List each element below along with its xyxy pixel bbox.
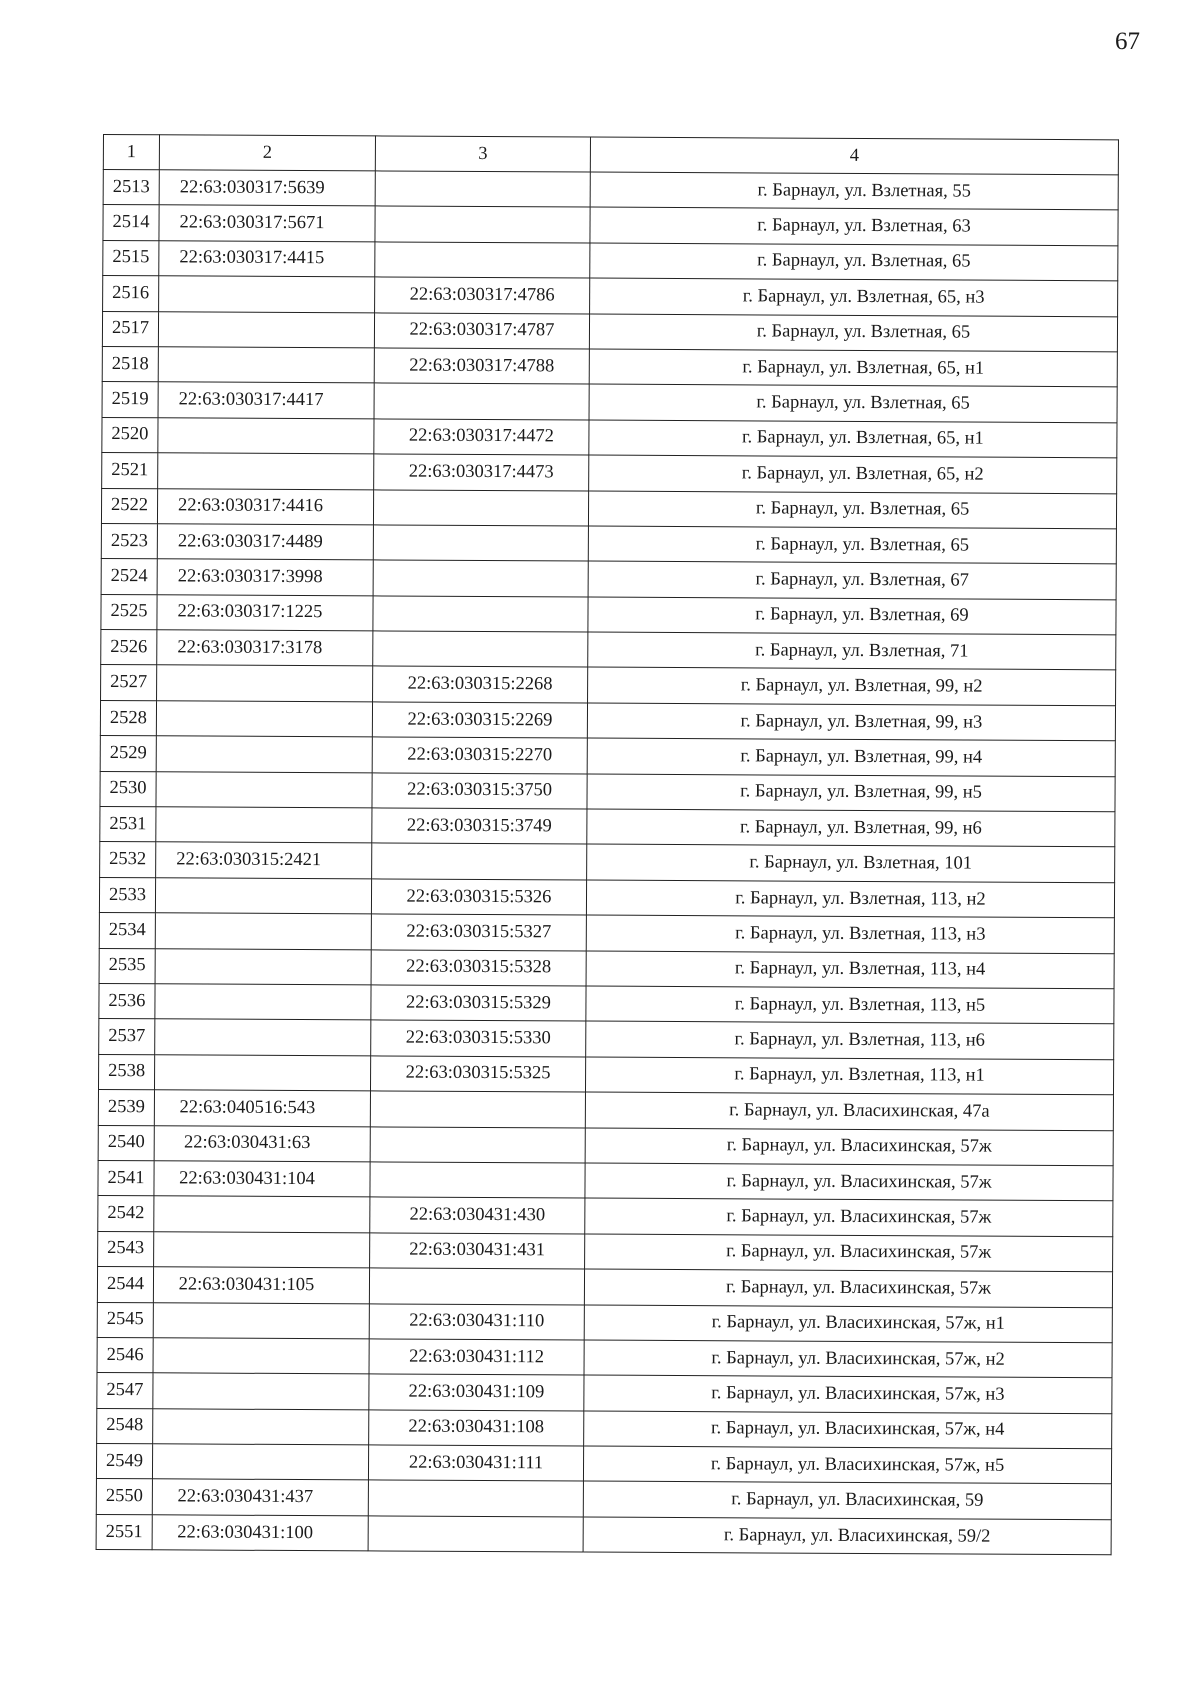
address-cell: г. Барнаул, ул. Взлетная, 99, н3 xyxy=(587,703,1115,741)
address-cell: г. Барнаул, ул. Взлетная, 63 xyxy=(590,207,1118,245)
cadastral-number-cell: 22:63:030317:3178 xyxy=(157,630,373,667)
cadastral-number-alt-cell xyxy=(373,525,588,562)
table-row xyxy=(101,559,1116,600)
row-number-cell: 2540 xyxy=(98,1125,154,1161)
cadastral-number-cell xyxy=(159,276,375,313)
table-row xyxy=(100,807,1115,848)
cadastral-number-alt-cell: 22:63:030317:4788 xyxy=(374,348,589,385)
address-cell: г. Барнаул, ул. Взлетная, 99, н4 xyxy=(587,738,1115,776)
row-number-cell: 2523 xyxy=(101,523,157,559)
cadastral-number-alt-cell xyxy=(372,843,587,880)
address-cell: г. Барнаул, ул. Взлетная, 65 xyxy=(590,243,1118,281)
page-number: 67 xyxy=(1115,28,1140,55)
cadastral-number-cell xyxy=(154,1055,370,1092)
address-cell: г. Барнаул, ул. Власихинская, 57ж xyxy=(585,1234,1113,1272)
table-row xyxy=(99,877,1114,918)
table-row xyxy=(97,1408,1112,1449)
cadastral-number-alt-cell: 22:63:030431:108 xyxy=(369,1410,584,1447)
address-cell: г. Барнаул, ул. Власихинская, 57ж xyxy=(585,1198,1113,1236)
cadastral-number-alt-cell xyxy=(373,489,588,526)
row-number-cell: 2530 xyxy=(100,771,156,807)
address-cell: г. Барнаул, ул. Взлетная, 55 xyxy=(590,172,1118,210)
address-cell: г. Барнаул, ул. Власихинская, 57ж xyxy=(585,1163,1113,1201)
address-cell: г. Барнаул, ул. Власихинская, 57ж, н2 xyxy=(584,1340,1112,1378)
cadastral-number-alt-cell xyxy=(373,560,588,597)
row-number-cell: 2526 xyxy=(101,630,157,666)
cadastral-number-alt-cell: 22:63:030317:4473 xyxy=(374,454,589,491)
cadastral-number-alt-cell: 22:63:030315:3750 xyxy=(372,773,587,810)
cadastral-number-alt-cell: 22:63:030431:112 xyxy=(369,1339,584,1376)
table-row xyxy=(96,1514,1111,1555)
row-number-cell: 2536 xyxy=(99,983,155,1019)
row-number-cell: 2513 xyxy=(103,170,159,206)
address-cell: г. Барнаул, ул. Власихинская, 57ж, н1 xyxy=(584,1305,1112,1343)
table-row xyxy=(103,170,1118,211)
cadastral-number-alt-cell: 22:63:030431:111 xyxy=(368,1445,583,1482)
row-number-cell: 2533 xyxy=(99,877,155,913)
cadastral-number-cell xyxy=(155,878,371,915)
row-number-cell: 2528 xyxy=(100,700,156,736)
cadastral-number-alt-cell: 22:63:030431:110 xyxy=(369,1303,584,1340)
table-row xyxy=(99,983,1114,1024)
row-number-cell: 2546 xyxy=(97,1337,153,1373)
cadastral-number-alt-cell: 22:63:030315:5327 xyxy=(371,914,586,951)
table-row xyxy=(99,948,1114,989)
cadastral-number-cell xyxy=(156,807,372,844)
cadastral-number-alt-cell: 22:63:030431:430 xyxy=(370,1197,585,1234)
cadastral-number-alt-cell xyxy=(375,242,590,279)
table-row xyxy=(97,1302,1112,1343)
cadastral-number-cell xyxy=(153,1408,369,1445)
row-number-cell: 2517 xyxy=(102,311,158,347)
row-number-cell: 2551 xyxy=(96,1514,152,1550)
row-number-cell: 2542 xyxy=(98,1196,154,1232)
address-cell: г. Барнаул, ул. Взлетная, 99, н5 xyxy=(587,774,1115,812)
cadastral-number-alt-cell xyxy=(373,596,588,633)
cadastral-number-cell: 22:63:030431:100 xyxy=(152,1515,368,1552)
address-cell: г. Барнаул, ул. Взлетная, 65, н2 xyxy=(589,455,1117,493)
table-row xyxy=(103,205,1118,246)
cadastral-number-cell xyxy=(156,736,372,773)
table-row xyxy=(96,1444,1111,1485)
cadastral-number-alt-cell xyxy=(368,1480,583,1517)
table-row xyxy=(100,771,1115,812)
table-row xyxy=(98,1090,1113,1131)
cadastral-number-alt-cell xyxy=(373,631,588,668)
row-number-cell: 2514 xyxy=(103,205,159,241)
address-cell: г. Барнаул, ул. Взлетная, 113, н3 xyxy=(586,915,1114,953)
cadastral-number-alt-cell: 22:63:030315:5326 xyxy=(371,879,586,916)
cadastral-number-cell xyxy=(155,913,371,950)
cadastral-number-alt-cell xyxy=(375,206,590,243)
header-col-1: 1 xyxy=(103,135,159,170)
row-number-cell: 2539 xyxy=(98,1090,154,1126)
cadastral-number-alt-cell xyxy=(375,171,590,208)
table-row xyxy=(96,1479,1111,1520)
header-row xyxy=(103,135,1118,175)
cadastral-number-alt-cell: 22:63:030317:4472 xyxy=(374,419,589,456)
table-row xyxy=(97,1373,1112,1414)
table-row xyxy=(101,488,1116,529)
table-row xyxy=(98,1231,1113,1272)
row-number-cell: 2515 xyxy=(103,240,159,276)
cadastral-number-alt-cell: 22:63:030315:5330 xyxy=(371,1020,586,1057)
table-row xyxy=(97,1267,1112,1308)
cadastral-number-alt-cell: 22:63:030315:2269 xyxy=(372,702,587,739)
table-row xyxy=(99,913,1114,954)
cadastral-number-alt-cell: 22:63:030315:5325 xyxy=(370,1056,585,1093)
table-row xyxy=(100,736,1115,777)
row-number-cell: 2545 xyxy=(97,1302,153,1338)
row-number-cell: 2516 xyxy=(103,276,159,312)
cadastral-number-cell xyxy=(155,948,371,985)
table-row xyxy=(101,665,1116,706)
row-number-cell: 2525 xyxy=(101,594,157,630)
cadastral-number-cell xyxy=(156,771,372,808)
cadastral-number-cell: 22:63:030317:1225 xyxy=(157,594,373,631)
cadastral-number-alt-cell xyxy=(370,1091,585,1128)
cadastral-number-cell xyxy=(158,347,374,384)
row-number-cell: 2519 xyxy=(102,382,158,418)
cadastral-number-alt-cell: 22:63:030315:2268 xyxy=(373,666,588,703)
cadastral-number-cell xyxy=(155,1019,371,1056)
row-number-cell: 2518 xyxy=(102,346,158,382)
cadastral-number-cell: 22:63:030317:3998 xyxy=(157,559,373,596)
header-col-2: 2 xyxy=(159,135,375,171)
row-number-cell: 2543 xyxy=(98,1231,154,1267)
address-cell: г. Барнаул, ул. Взлетная, 65, н3 xyxy=(590,278,1118,316)
row-number-cell: 2547 xyxy=(97,1373,153,1409)
address-cell: г. Барнаул, ул. Взлетная, 67 xyxy=(588,561,1116,599)
table-row xyxy=(103,276,1118,317)
address-cell: г. Барнаул, ул. Взлетная, 65 xyxy=(588,526,1116,564)
address-cell: г. Барнаул, ул. Взлетная, 113, н2 xyxy=(586,880,1114,918)
table-row xyxy=(98,1054,1113,1095)
address-cell: г. Барнаул, ул. Взлетная, 99, н6 xyxy=(587,809,1115,847)
address-cell: г. Барнаул, ул. Взлетная, 65, н1 xyxy=(589,420,1117,458)
cadastral-number-cell xyxy=(153,1302,369,1339)
address-cell: г. Барнаул, ул. Взлетная, 65 xyxy=(588,491,1116,529)
table-row xyxy=(98,1160,1113,1201)
table-row xyxy=(98,1196,1113,1237)
row-number-cell: 2544 xyxy=(97,1267,153,1303)
table-row xyxy=(98,1125,1113,1166)
header-col-4: 4 xyxy=(590,137,1118,175)
cadastral-number-alt-cell xyxy=(374,383,589,420)
cadastral-number-cell: 22:63:030317:5639 xyxy=(159,170,375,207)
address-cell: г. Барнаул, ул. Власихинская, 57ж, н3 xyxy=(584,1375,1112,1413)
table-row xyxy=(102,311,1117,352)
cadastral-number-cell xyxy=(158,453,374,490)
cadastral-number-cell xyxy=(157,665,373,702)
table-row xyxy=(102,453,1117,494)
cadastral-number-cell: 22:63:030317:4417 xyxy=(158,382,374,419)
address-cell: г. Барнаул, ул. Власихинская, 57ж, н5 xyxy=(583,1446,1111,1484)
address-cell: г. Барнаул, ул. Взлетная, 65 xyxy=(589,314,1117,352)
table-body xyxy=(96,170,1118,1556)
row-number-cell: 2527 xyxy=(101,665,157,701)
cadastral-number-alt-cell: 22:63:030315:3749 xyxy=(372,808,587,845)
cadastral-number-cell: 22:63:030317:4415 xyxy=(159,241,375,278)
table-row xyxy=(99,1019,1114,1060)
row-number-cell: 2538 xyxy=(98,1054,154,1090)
address-cell: г. Барнаул, ул. Власихинская, 59 xyxy=(583,1481,1111,1519)
address-cell: г. Барнаул, ул. Взлетная, 113, н6 xyxy=(586,1021,1114,1059)
table-row xyxy=(101,594,1116,635)
cadastral-number-cell: 22:63:030317:5671 xyxy=(159,205,375,242)
table-row xyxy=(103,240,1118,281)
address-cell: г. Барнаул, ул. Взлетная, 113, н1 xyxy=(585,1057,1113,1095)
cadastral-number-alt-cell xyxy=(370,1162,585,1199)
table-row xyxy=(102,382,1117,423)
row-number-cell: 2537 xyxy=(99,1019,155,1055)
cadastral-number-cell xyxy=(158,418,374,455)
cadastral-number-cell: 22:63:030431:63 xyxy=(154,1125,370,1162)
address-cell: г. Барнаул, ул. Власихинская, 57ж xyxy=(584,1269,1112,1307)
cadastral-number-cell xyxy=(153,1338,369,1375)
row-number-cell: 2548 xyxy=(97,1408,153,1444)
cadastral-number-cell xyxy=(152,1444,368,1481)
address-cell: г. Барнаул, ул. Взлетная, 65 xyxy=(589,384,1117,422)
address-cell: г. Барнаул, ул. Взлетная, 71 xyxy=(588,632,1116,670)
cadastral-number-alt-cell: 22:63:030317:4786 xyxy=(375,277,590,314)
row-number-cell: 2535 xyxy=(99,948,155,984)
address-cell: г. Барнаул, ул. Власихинская, 57ж, н4 xyxy=(584,1411,1112,1449)
row-number-cell: 2534 xyxy=(99,913,155,949)
address-cell: г. Барнаул, ул. Власихинская, 57ж xyxy=(585,1128,1113,1166)
header-col-3: 3 xyxy=(375,136,590,172)
cadastral-number-cell xyxy=(158,311,374,348)
row-number-cell: 2541 xyxy=(98,1160,154,1196)
address-cell: г. Барнаул, ул. Взлетная, 101 xyxy=(587,844,1115,882)
row-number-cell: 2549 xyxy=(96,1444,152,1480)
cadastral-number-alt-cell: 22:63:030315:5328 xyxy=(371,950,586,987)
row-number-cell: 2531 xyxy=(100,807,156,843)
cadastral-number-alt-cell xyxy=(368,1516,583,1553)
table-row xyxy=(102,417,1117,458)
table-row xyxy=(100,700,1115,741)
cadastral-number-cell xyxy=(153,1373,369,1410)
cadastral-number-alt-cell: 22:63:030431:431 xyxy=(370,1233,585,1270)
row-number-cell: 2550 xyxy=(96,1479,152,1515)
table-row xyxy=(101,523,1116,564)
cadastral-number-alt-cell: 22:63:030431:109 xyxy=(369,1374,584,1411)
registry-table xyxy=(96,134,1119,1556)
cadastral-number-cell xyxy=(154,1231,370,1268)
cadastral-number-cell: 22:63:040516:543 xyxy=(154,1090,370,1127)
cadastral-number-cell: 22:63:030317:4489 xyxy=(157,524,373,561)
table-row xyxy=(97,1337,1112,1378)
cadastral-number-alt-cell: 22:63:030315:5329 xyxy=(371,985,586,1022)
row-number-cell: 2529 xyxy=(100,736,156,772)
address-cell: г. Барнаул, ул. Взлетная, 99, н2 xyxy=(588,668,1116,706)
row-number-cell: 2521 xyxy=(102,453,158,489)
address-cell: г. Барнаул, ул. Взлетная, 69 xyxy=(588,597,1116,635)
address-cell: г. Барнаул, ул. Взлетная, 113, н5 xyxy=(586,986,1114,1024)
cadastral-number-alt-cell: 22:63:030317:4787 xyxy=(374,312,589,349)
cadastral-number-cell: 22:63:030431:437 xyxy=(152,1479,368,1516)
address-cell: г. Барнаул, ул. Взлетная, 65, н1 xyxy=(589,349,1117,387)
table-row xyxy=(101,630,1116,671)
cadastral-number-alt-cell xyxy=(370,1126,585,1163)
cadastral-number-cell: 22:63:030431:105 xyxy=(153,1267,369,1304)
row-number-cell: 2532 xyxy=(100,842,156,878)
cadastral-number-cell: 22:63:030431:104 xyxy=(154,1161,370,1198)
address-cell: г. Барнаул, ул. Власихинская, 59/2 xyxy=(583,1517,1111,1555)
row-number-cell: 2524 xyxy=(101,559,157,595)
cadastral-number-cell xyxy=(156,701,372,738)
cadastral-number-cell: 22:63:030315:2421 xyxy=(156,842,372,879)
table-row xyxy=(100,842,1115,883)
address-cell: г. Барнаул, ул. Власихинская, 47а xyxy=(585,1092,1113,1130)
table-row xyxy=(102,346,1117,387)
row-number-cell: 2522 xyxy=(101,488,157,524)
row-number-cell: 2520 xyxy=(102,417,158,453)
address-cell: г. Барнаул, ул. Взлетная, 113, н4 xyxy=(586,951,1114,989)
cadastral-number-alt-cell xyxy=(369,1268,584,1305)
cadastral-number-cell xyxy=(155,984,371,1021)
cadastral-number-cell xyxy=(154,1196,370,1233)
cadastral-number-alt-cell: 22:63:030315:2270 xyxy=(372,737,587,774)
cadastral-number-cell: 22:63:030317:4416 xyxy=(157,488,373,525)
